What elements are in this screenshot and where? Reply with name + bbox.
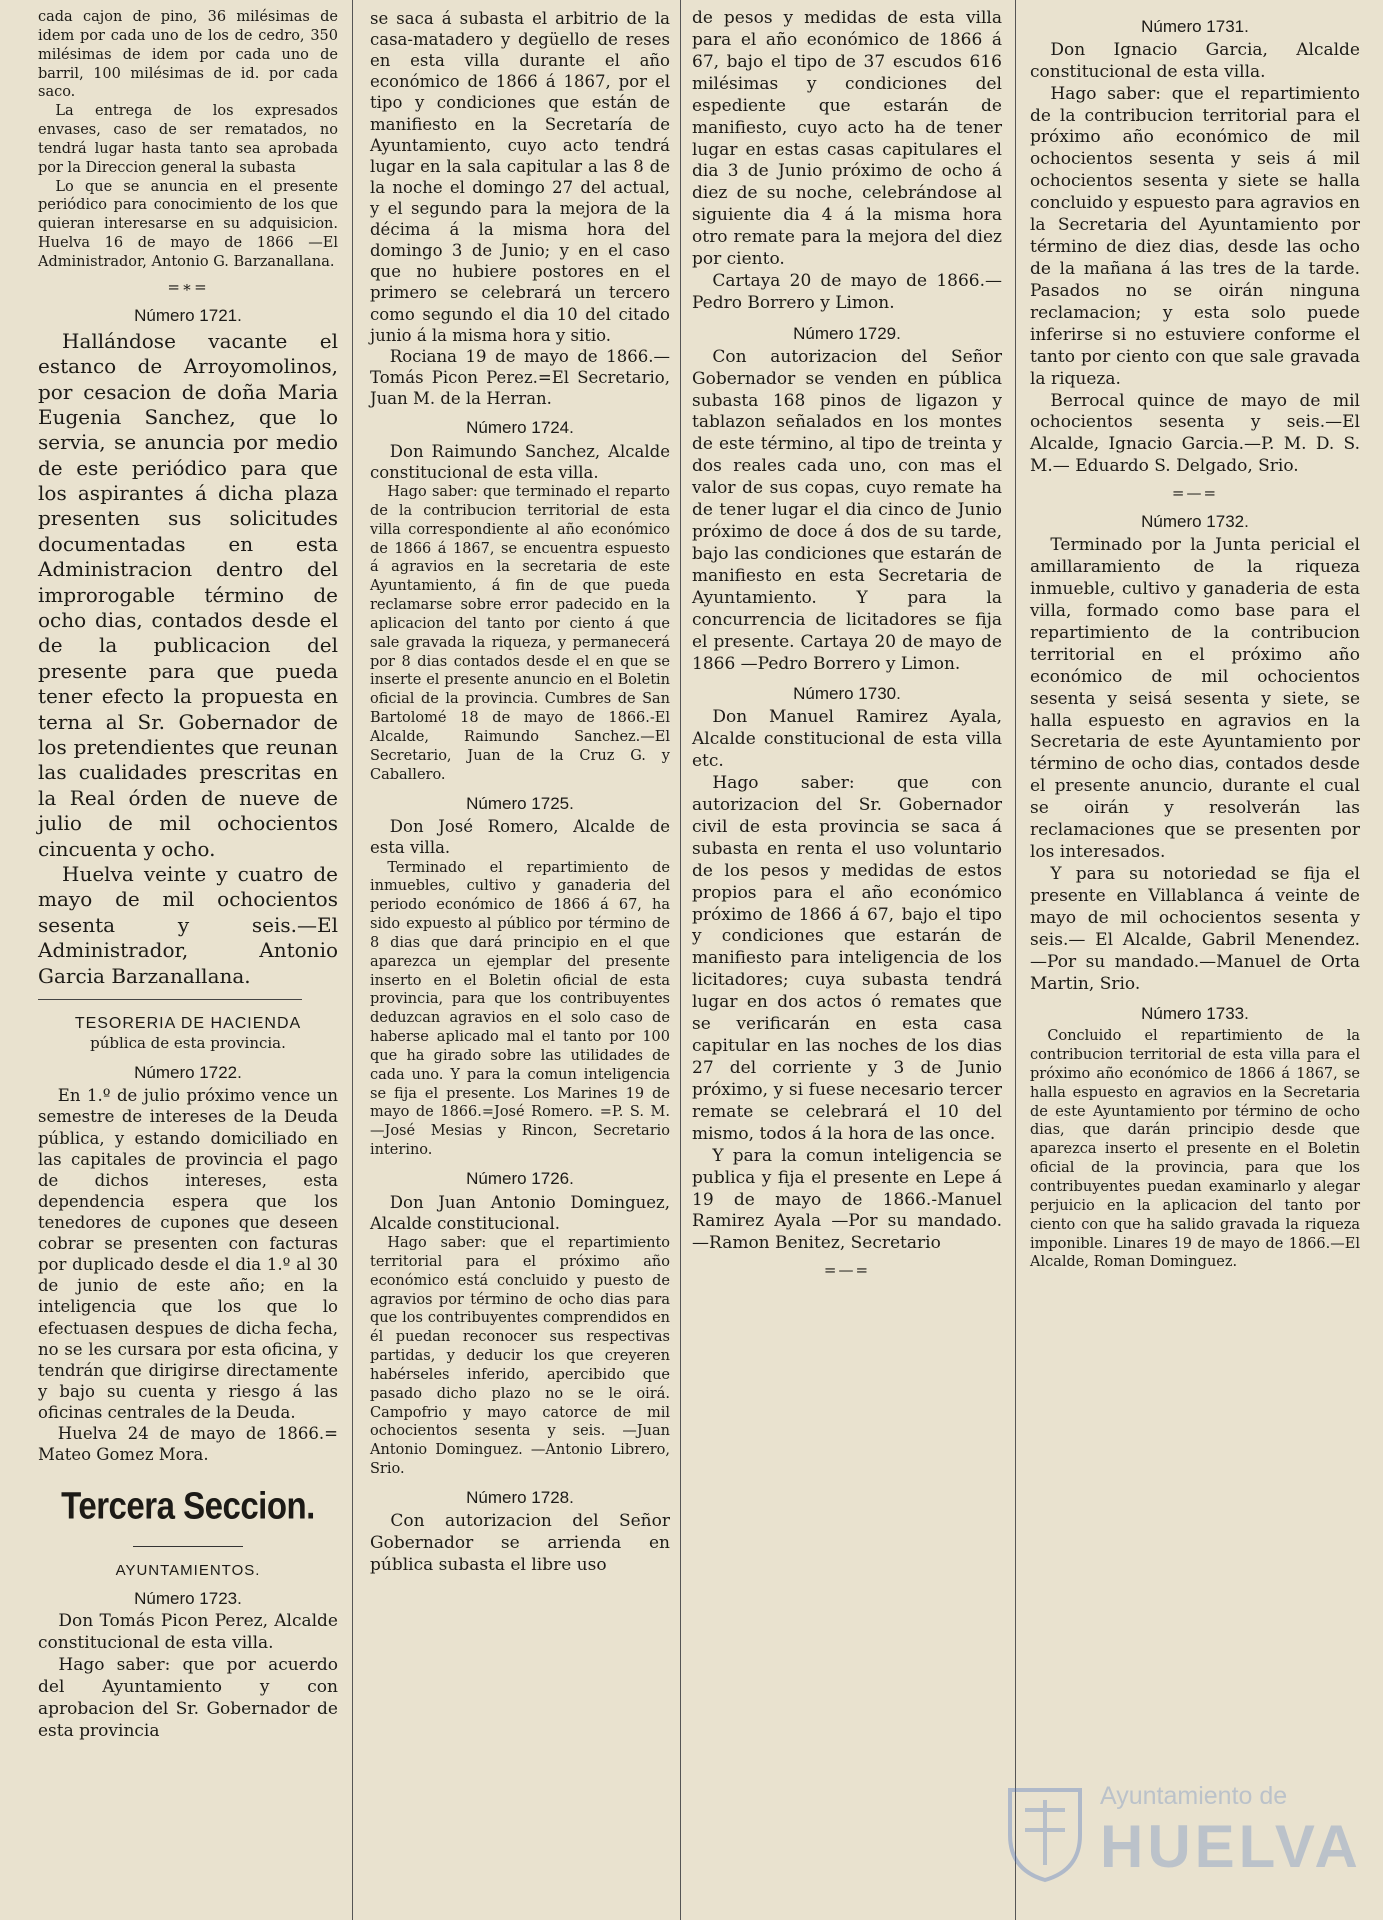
section-heading: TESORERIA DE HACIENDA bbox=[74, 1014, 302, 1032]
notice-heading: Don Raimundo Sanchez, Alcalde constitucional de esta villa. bbox=[370, 441, 670, 482]
notice-heading: Don Manuel Ramirez Ayala, Alcalde constitucional de esta villa etc. bbox=[692, 707, 1002, 772]
notice-number: Número 1730. bbox=[793, 684, 901, 704]
paragraph: Hago saber: que por acuerdo del Ayuntamiento y con aprobacion del Sr. Gobernador de esta provincia bbox=[38, 1655, 338, 1742]
paragraph: Con autorizacion del Señor Gobernador se arrienda en pública subasta el libre uso bbox=[370, 1510, 670, 1575]
notice-number: Número 1728. bbox=[466, 1487, 574, 1507]
paragraph: Rociana 19 de mayo de 1866.—Tomás Picon Perez.=El Secretario, Juan M. de la Herran. bbox=[370, 346, 670, 408]
paragraph: Hallándose vacante el estanco de Arroyomolinos, por cesacion de doña Maria Eugenia Sanchez, que lo servia, se anuncia por medio de este periódico para que los aspirantes á dicha plaza presenten sus solicitudes documentadas en esta Administracion dentro del improrogable término de ocho dias, contados desde el de la publicacion del presente para que pueda tener efecto la propuesta en terna al Sr. Gobernador de los pretendientes que reunan las cualidades prescritas en la Real órden de nueve de julio de mil ochocientos cincuenta y ocho. bbox=[38, 328, 338, 861]
column-rule bbox=[680, 0, 681, 1920]
notice-number: Número 1732. bbox=[1141, 512, 1249, 532]
paragraph: Terminado el repartimiento de inmuebles, cultivo y ganaderia del periodo económico de 1866 á 67, ha sido expuesto al público por término de 8 dias que dará principio en el que aparezca un ejemplar del presente inserto en el Boletin oficial de esta provincia, para que los contribuyentes deduzcan agravios en el solo caso de haberse aplicado mal el tanto por 100 que ha girado sobre las utilidades de cada uno. Y para la comun inteligencia se fija el presente. Los Marines 19 de mayo de 1866.=José Romero. =P. S. M. —José Mesias y Rincon, Secretario interino. bbox=[370, 859, 670, 1159]
section-subheading: pública de esta provincia. bbox=[90, 1034, 286, 1053]
paragraph: Lo que se anuncia en el presente periódico para conocimiento de los que quieran interesarse en su adquisicion. Huelva 16 de mayo de 1866 —El Administrador, Antonio G. Barzanallana. bbox=[38, 178, 338, 270]
notice-heading: Don Ignacio Garcia, Alcalde constitucional de esta villa. bbox=[1030, 39, 1360, 82]
column-rule bbox=[1015, 0, 1016, 1920]
watermark-line-1: Ayuntamiento de bbox=[1100, 1782, 1288, 1810]
paragraph: de pesos y medidas de esta villa para el año económico de 1866 á 67, bajo el tipo de 37 escudos 616 milésimas y condiciones del espediente que estarán de manifiesto, cuyo acto ha de tener lugar en estas casas capitulares el dia 3 de Junio próximo de ocho á diez de su noche, celebrándose al siguiente dia 4 á la misma hora otro remate para la mejora del diez por ciento. bbox=[692, 8, 1002, 270]
notice-number: Número 1723. bbox=[134, 1588, 242, 1608]
paragraph: Hago saber: que el repartimiento de la contribucion territorial para el próximo año económico de mil ochocientos sesenta y seis á mil ochocientos sesenta y siete se halla concluido y espuesto para agravios en la Secretaria del Ayuntamiento por término de diez dias, desde las ocho de la mañana á las tres de la tarde. Pasados no se oirán ninguna reclamacion; y esta solo puede inferirse si no estuviere conforme el tanto por ciento con que sale gravada la riqueza. bbox=[1030, 83, 1360, 389]
paragraph: Terminado por la Junta pericial el amillaramiento de la riqueza inmueble, cultivo y ganaderia de esta villa, formado como base para el repartimiento de la contribucion territorial en el próximo año económico de mil ochocientos sesenta y seisá sesenta y siete, se halla espuesto en agravios en la Secretaria de este Ayuntamiento por término de ocho dias, contados desde el presente anuncio, durante el cual se oirán y resolverán las reclamaciones que se presenten por los interesados. bbox=[1030, 535, 1360, 863]
paragraph: Huelva 24 de mayo de 1866.= Mateo Gomez Mora. bbox=[38, 1424, 338, 1465]
watermark bbox=[960, 1760, 1360, 1910]
paragraph: Hago saber: que terminado el reparto de la contribucion territorial de esta villa correspondiente al año económico de 1866 á 1867, se encuentra espuesto á agravios en la secretaria de este Ayuntamiento, á fin de que pueda reclamarse sobre error padecido en la aplicacion del tanto por ciento á que sale gravada la riqueza, y permanecerá por 8 dias contados desde el en que se inserte el presente anuncio en el Boletin oficial de la provincia. Cumbres de San Bartolomé 18 de mayo de 1866.-El Alcalde, Raimundo Sanchez.—El Secretario, Juan de la Cruz G. y Caballero. bbox=[370, 484, 670, 783]
column-rule bbox=[352, 0, 353, 1920]
paragraph: Cartaya 20 de mayo de 1866.—Pedro Borrero y Limon. bbox=[692, 271, 1002, 313]
section-heading: AYUNTAMIENTOS. bbox=[115, 1561, 261, 1579]
separator: =∗= bbox=[167, 277, 209, 296]
notice-number: Número 1726. bbox=[466, 1169, 574, 1189]
notice-heading: Don José Romero, Alcalde de esta villa. bbox=[370, 817, 670, 858]
column-1 bbox=[38, 8, 338, 1920]
notice-heading: Don Tomás Picon Perez, Alcalde constitucional de esta villa. bbox=[38, 1611, 338, 1654]
column-4 bbox=[1030, 8, 1360, 1920]
paragraph: Con autorizacion del Señor Gobernador se venden en pública subasta 168 pinos de ligazon y tablazon señalados en los montes de este término, al tipo de treinta y dos reales cada uno, con mas el valor de sus copas, cuyo remate ha de tener lugar el dia cinco de Junio próximo de doce á dos de su tarde, bajo las condiciones que estarán de manifiesto en esta Secretaria de Ayuntamiento. Y para la concurrencia de licitadores se fija el presente. Cartaya 20 de mayo de 1866 —Pedro Borrero y Limon. bbox=[692, 346, 1002, 674]
coat-of-arms-icon bbox=[1000, 1780, 1090, 1885]
paragraph: Huelva veinte y cuatro de mayo de mil ochocientos sesenta y seis.—El Administrador, Antonio Garcia Barzanallana. bbox=[38, 861, 338, 988]
paragraph: La entrega de los expresados envases, caso de ser rematados, no tendrá lugar hasta tanto sea aprobada por la Direccion general la subasta bbox=[38, 103, 338, 176]
divider bbox=[38, 999, 302, 1000]
notice-number: Número 1731. bbox=[1141, 17, 1249, 36]
separator: =—= bbox=[823, 1261, 871, 1280]
notice-number: Número 1721. bbox=[134, 306, 242, 325]
notice-number: Número 1729. bbox=[793, 323, 901, 343]
paragraph: se saca á subasta el arbitrio de la casa-matadero y degüello de reses en esta villa durante el año económico de 1866 á 1867, por el tipo y condiciones que están de manifiesto en la Secretaría de Ayuntamiento, cuyo acto tendrá lugar en la sala capitular a las 8 de la noche el domingo 27 del actual, y el segundo para la mejora de la décima á la misma hora del domingo 3 de Junio; y en el caso que no hubiere postores en el primero se celebrará un tercero como segundo el dia 10 del citado junio á la misma hora y sitio. bbox=[370, 9, 670, 345]
separator: =—= bbox=[1171, 484, 1219, 503]
paragraph: cada cajon de pino, 36 milésimas de idem por cada uno de los de cedro, 350 milésimas de idem por cada uno de barril, 100 milésimas de id. por cada saco. bbox=[38, 9, 338, 101]
paragraph: Hago saber: que el repartimiento territorial para el próximo año económico está concluido y puesto de agravios por término de ocho dias para que los contribuyentes comprendidos en él puedan reconocer sus respectivas partidas, y deducir los que creyeren habérseles inferido, apercibido que pasado dicho plazo no se le oirá. Campofrio y mayo catorce de mil ochocientos sesenta y seis. —Juan Antonio Dominguez. —Antonio Librero, Srio. bbox=[370, 1234, 670, 1478]
notice-number: Número 1733. bbox=[1141, 1004, 1249, 1024]
paragraph: En 1.º de julio próximo vence un semestre de intereses de la Deuda pública, y estando domiciliado en las capitales de provincia el pago de dichos intereses, esta dependencia espera que los tenedores de cupones que deseen cobrar se presenten con facturas por duplicado desde el dia 1.º al 30 de junio de este año; en la inteligencia que los que lo efectuasen despues de dicha fecha, no se les cursara por esta oficina, y tendrán que dirigirse directamente y bajo su cuenta y riesgo á las oficinas centrales de la Deuda. bbox=[38, 1086, 338, 1422]
paragraph: Y para la comun inteligencia se publica y fija el presente en Lepe á 19 de mayo de 1866.-Manuel Ramirez Ayala —Por su mandado. —Ramon Benitez, Secretario bbox=[692, 1145, 1002, 1254]
paragraph: Berrocal quince de mayo de mil ochocientos sesenta y seis.—El Alcalde, Ignacio Garcia.—P. M. D. S. M.— Eduardo S. Delgado, Srio. bbox=[1030, 390, 1360, 477]
column-2 bbox=[370, 8, 670, 1920]
paragraph: Y para su notoriedad se fija el presente en Villablanca á veinte de mayo de mil ochocientos sesenta y seis.— El Alcalde, Gabril Menendez. —Por su mandado.—Manuel de Orta Martin, Srio. bbox=[1030, 863, 1360, 994]
column-3 bbox=[692, 8, 1002, 1920]
section-title: Tercera Seccion. bbox=[61, 1484, 315, 1527]
divider bbox=[133, 1546, 243, 1547]
notice-number: Número 1725. bbox=[466, 793, 574, 813]
notice-number: Número 1722. bbox=[134, 1062, 242, 1082]
paragraph: Hago saber: que con autorizacion del Sr. Gobernador civil de esta provincia se saca á subasta en renta el uso voluntario de los pesos y medidas de estos propios para el año económico próximo de 1866 á 67, bajo el tipo y condiciones que estarán de manifiesto para inteligencia de los licitadores; cuya subasta tendrá lugar en dos actos ó remates que se verificarán en esta casa capitular en las noches de los dias 27 del corriente y 3 de Junio próximo, y si fuese necesario tercer remate se celebrará el 10 del mismo, todos á la hora de las once. bbox=[692, 773, 1002, 1144]
watermark-line-2: HUELVA bbox=[1100, 1813, 1362, 1880]
paragraph: Concluido el repartimiento de la contribucion territorial de esta villa para el próximo año económico de 1866 á 1867, se halla espuesto en agravios en la Secretaria de este Ayuntamiento por término de ocho dias, que darán principio desde que aparezca inserto el presente en el Boletin oficial de la provincia, para que los contribuyentes puedan examinarlo y alegar perjuicio en la aplicacion del tanto por ciento con que ha salido gravada la riqueza imponible. Linares 19 de mayo de 1866.—El Alcalde, Roman Dominguez. bbox=[1030, 1028, 1360, 1271]
notice-number: Número 1724. bbox=[466, 418, 574, 438]
notice-heading: Don Juan Antonio Dominguez, Alcalde constitucional. bbox=[370, 1192, 670, 1233]
